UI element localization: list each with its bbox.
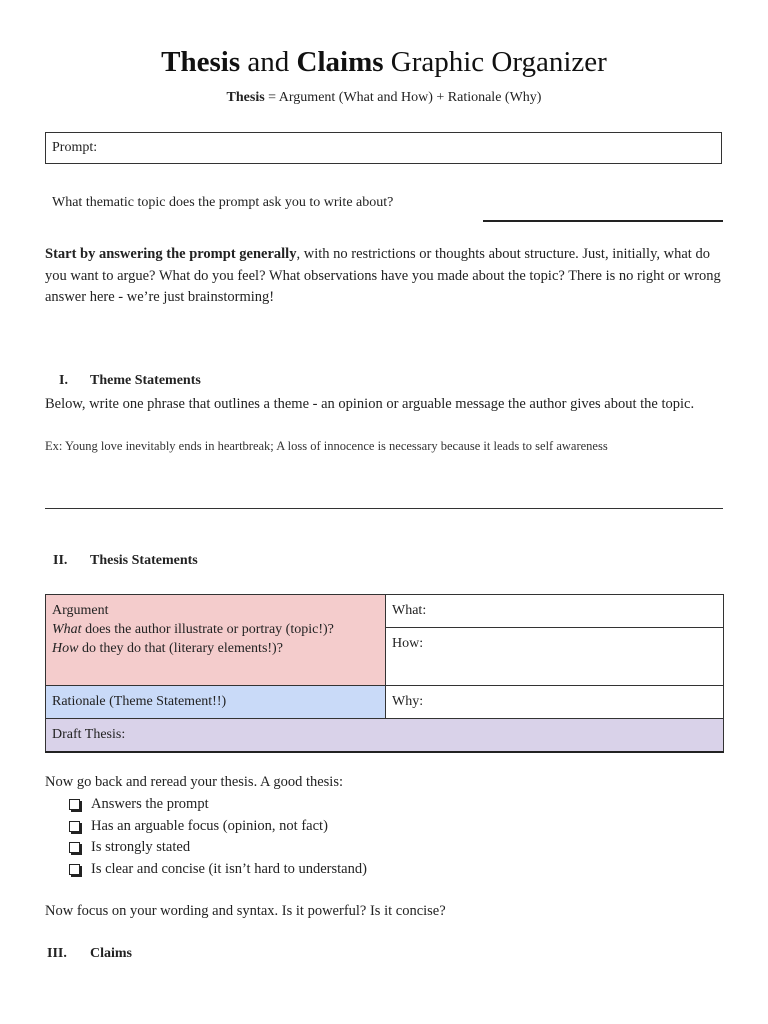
title-and: and	[240, 46, 297, 78]
section-1-number: I.	[59, 373, 68, 388]
theme-instructions: Below, write one phrase that outlines a theme - an opinion or arguable message the author gives about the topic.	[45, 396, 695, 412]
what-label: What:	[392, 603, 427, 618]
thesis-checklist	[68, 794, 367, 880]
how-em: How	[52, 641, 79, 656]
argument-how-question	[52, 639, 379, 658]
what-answer-cell[interactable]	[386, 595, 724, 628]
argument-what-question	[52, 620, 379, 639]
section-2-heading	[53, 553, 198, 569]
rationale-cell	[46, 686, 386, 719]
rationale-label: Rationale (Theme Statement!!)	[52, 694, 227, 709]
checkbox-icon[interactable]	[69, 799, 80, 810]
brainstorm-bold: Start by answering the prompt generally	[45, 246, 297, 262]
topic-question: What thematic topic does the prompt ask you to write about?	[52, 195, 394, 210]
argument-label: Argument	[52, 603, 109, 618]
brainstorm-instructions	[45, 244, 725, 309]
checkbox-icon[interactable]	[69, 821, 80, 832]
how-rest: do they do that (literary elements!)?	[78, 641, 283, 656]
thesis-table	[45, 594, 724, 753]
checklist-item-label: Is strongly stated	[91, 839, 191, 855]
checklist-intro: Now go back and reread your thesis. A good thesis:	[45, 774, 344, 790]
topic-answer-line[interactable]	[483, 220, 723, 222]
section-1-title: Theme Statements	[90, 373, 201, 388]
page-title	[0, 46, 768, 79]
checklist-item[interactable]	[68, 837, 367, 859]
why-answer-cell[interactable]	[386, 686, 724, 719]
what-rest: does the author illustrate or portray (topic!)?	[81, 622, 334, 637]
section-3-heading	[47, 946, 132, 962]
section-2-number: II.	[53, 553, 68, 568]
title-claims: Claims	[296, 46, 384, 78]
title-rest: Graphic Organizer	[383, 46, 607, 78]
prompt-label: Prompt:	[52, 140, 98, 155]
checkbox-icon[interactable]	[69, 864, 80, 875]
subtitle-thesis: Thesis	[226, 90, 265, 105]
theme-answer-line[interactable]	[45, 508, 723, 509]
page-subtitle	[0, 90, 768, 106]
checklist-item-label: Has an arguable focus (opinion, not fact)	[91, 817, 328, 834]
theme-example: Ex: Young love inevitably ends in heartbreak; A loss of innocence is necessary because it leads to self awareness	[45, 439, 608, 453]
section-2-title: Thesis Statements	[90, 553, 198, 568]
checklist-item[interactable]	[68, 794, 367, 816]
what-em: What	[52, 622, 82, 637]
draft-thesis-cell[interactable]	[46, 719, 724, 752]
section-3-title: Claims	[90, 946, 132, 961]
prompt-field[interactable]	[45, 132, 722, 164]
wording-instructions: Now focus on your wording and syntax. Is it powerful? Is it concise?	[45, 903, 446, 919]
argument-cell	[46, 595, 386, 686]
why-label: Why:	[392, 694, 424, 709]
subtitle-formula: = Argument (What and How) + Rationale (Why)	[264, 90, 542, 105]
checklist-item[interactable]	[68, 859, 367, 881]
how-answer-cell[interactable]	[386, 628, 724, 686]
checkbox-icon[interactable]	[69, 842, 80, 853]
how-label: How:	[392, 636, 424, 651]
section-1-heading	[59, 373, 201, 389]
checklist-item[interactable]	[68, 816, 367, 838]
brainstorm-rest: , with no restrictions or thoughts about structure. Just, initially, what do you want to argue? What do you feel? What observations have you made about the topic? There is no right or wrong answer here - we’re just brainstorming!	[45, 246, 721, 305]
title-thesis: Thesis	[161, 46, 241, 78]
section-3-number: III.	[47, 946, 67, 961]
checklist-item-label: Is clear and concise (it isn’t hard to understand)	[91, 860, 367, 877]
draft-thesis-label: Draft Thesis:	[52, 727, 126, 742]
checklist-item-label: Answers the prompt	[91, 796, 209, 812]
